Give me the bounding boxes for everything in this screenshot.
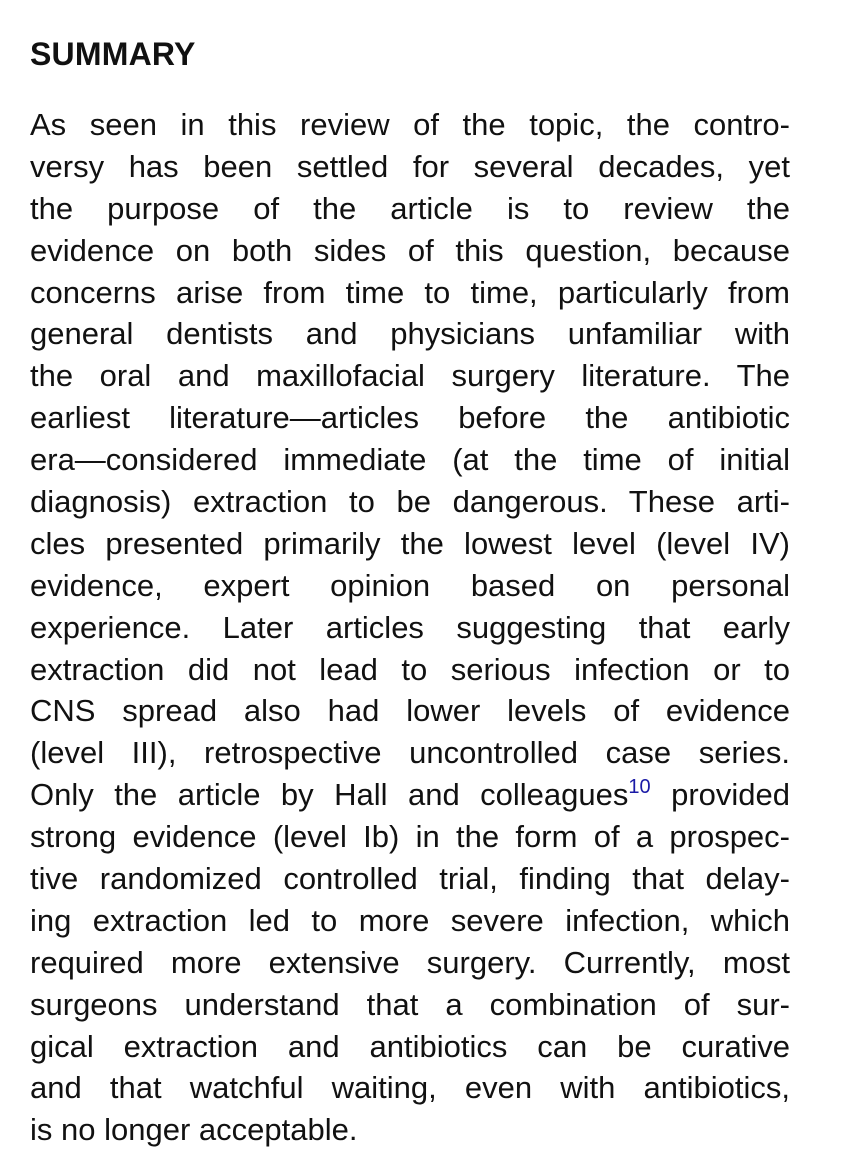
text-segment: Only the article by Hall and colleagues <box>30 777 629 813</box>
text-line: evidence on both sides of this question, because <box>30 232 790 268</box>
text-line: evidence, expert opinion based on personal <box>30 567 790 603</box>
text-line: diagnosis) extraction to be dangerous. These arti- <box>30 484 790 520</box>
text-line: is no longer acceptable. <box>30 1112 358 1148</box>
text-line-with-citation <box>30 774 790 816</box>
text-line: As seen in this review of the topic, the contro- <box>30 107 790 142</box>
text-line: gical extraction and antibiotics can be curative <box>30 1028 790 1064</box>
citation-reference-link[interactable]: 10 <box>628 776 651 799</box>
text-line: extraction did not lead to serious infection or to <box>30 651 790 687</box>
text-line: and that watchful waiting, even with antibiotics, <box>30 1070 790 1106</box>
text-line: tive randomized controlled trial, finding that delay- <box>30 861 790 897</box>
text-line: surgeons understand that a combination of sur- <box>30 986 790 1022</box>
text-line: concerns arise from time to time, particularly from <box>30 274 790 310</box>
text-line: required more extensive surgery. Currently, most <box>30 944 790 980</box>
section-heading: SUMMARY <box>30 36 196 72</box>
text-line: (level III), retrospective uncontrolled case series. <box>30 735 790 771</box>
text-line: experience. Later articles suggesting that early <box>30 609 790 645</box>
summary-paragraph <box>30 104 790 1151</box>
text-line: cles presented primarily the lowest level (level IV) <box>30 525 790 561</box>
text-line: the purpose of the article is to review the <box>30 190 790 226</box>
text-line: strong evidence (level Ib) in the form of a prospec- <box>30 819 790 855</box>
text-segment: provided <box>650 777 790 813</box>
text-line: earliest literature—articles before the antibiotic <box>30 400 790 436</box>
text-line: CNS spread also had lower levels of evidence <box>30 693 790 729</box>
text-line: versy has been settled for several decades, yet <box>30 148 790 184</box>
text-line: era—considered immediate (at the time of initial <box>30 442 790 478</box>
text-line: ing extraction led to more severe infection, which <box>30 902 790 938</box>
text-line: general dentists and physicians unfamiliar with <box>30 316 790 352</box>
text-line: the oral and maxillofacial surgery literature. The <box>30 358 790 394</box>
